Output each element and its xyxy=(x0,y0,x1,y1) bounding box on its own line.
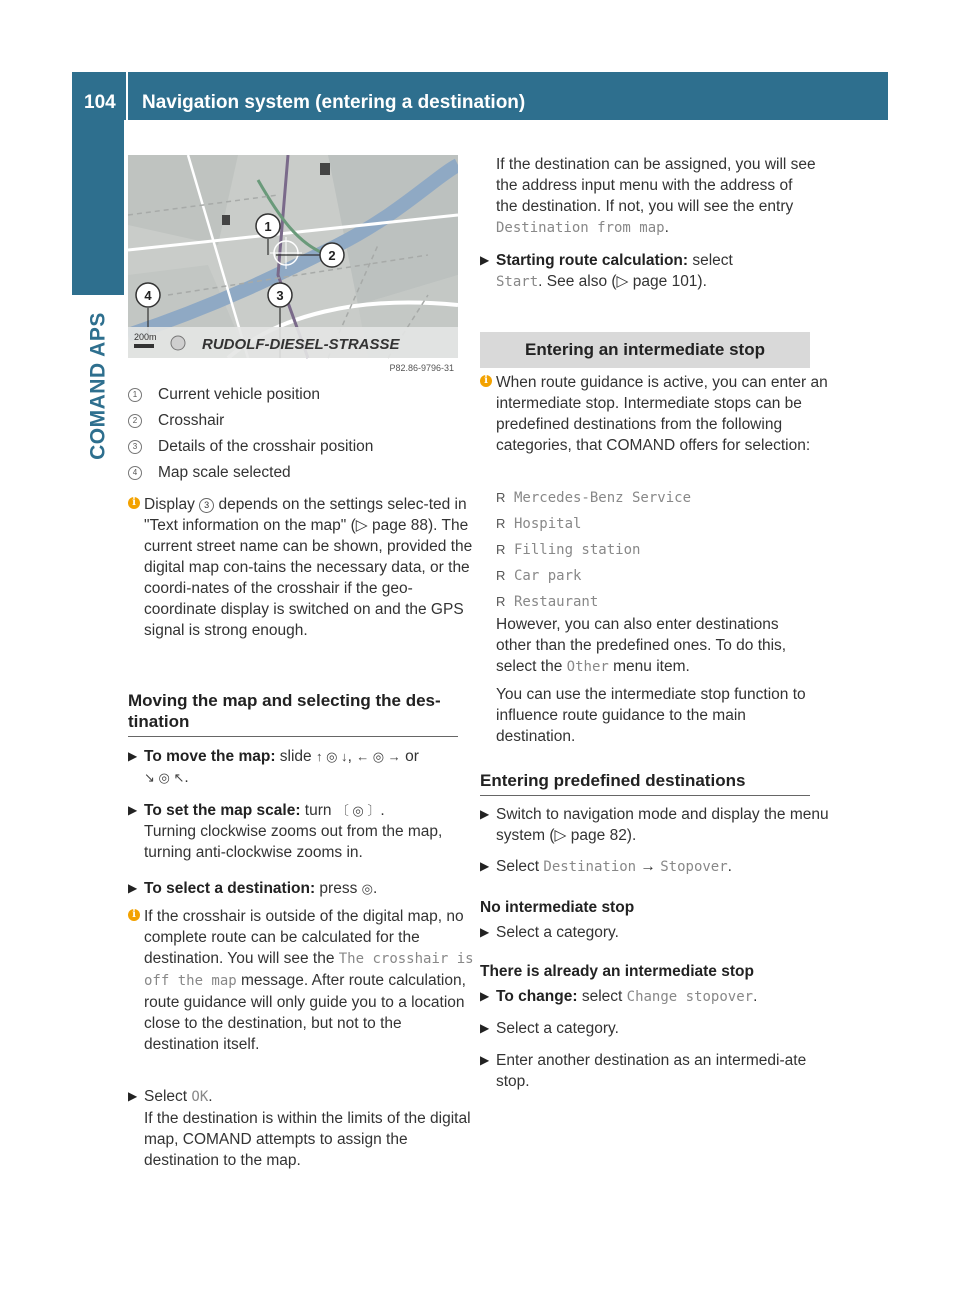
instruction-step xyxy=(480,922,830,943)
step-text: . xyxy=(184,769,189,786)
step-arrow-icon: ▶ xyxy=(480,253,490,267)
step-arrow-icon: ▶ xyxy=(480,925,490,939)
step-label: To set the map scale: xyxy=(144,802,301,819)
section-box-heading: Entering an intermediate stop xyxy=(480,332,810,368)
info-icon: i xyxy=(480,375,492,387)
legend-number: 4 xyxy=(128,466,142,480)
menu-path-arrow: → xyxy=(636,858,661,875)
step-text: select xyxy=(688,252,733,269)
legend-number: 1 xyxy=(128,388,142,402)
page-title: Navigation system (entering a destination) xyxy=(142,92,526,113)
step-text: . xyxy=(753,988,758,1005)
step-text: Select a category. xyxy=(496,1020,619,1037)
legend-text: Map scale selected xyxy=(158,464,291,481)
sub-heading: There is already an intermediate stop xyxy=(480,963,754,980)
callout-3: 3 xyxy=(276,288,284,303)
category-label: Hospital xyxy=(514,516,582,532)
step-label: Starting route calculation: xyxy=(496,252,689,269)
paragraph xyxy=(496,684,816,747)
menu-item-ref: OK xyxy=(191,1089,209,1105)
step-text: press xyxy=(315,880,362,897)
paragraph xyxy=(496,614,816,678)
controller-press-icon: ◎ xyxy=(361,881,373,896)
side-label xyxy=(72,296,124,476)
step-arrow-icon: ▶ xyxy=(480,1053,490,1067)
legend-item xyxy=(128,410,460,431)
info-text: Display xyxy=(144,496,200,513)
step-text: Switch to navigation mode and display the menu system (▷ page 82). xyxy=(496,806,829,844)
step-arrow-icon: ▶ xyxy=(480,859,490,873)
step-arrow-icon: ▶ xyxy=(128,749,138,763)
info-text: When route guidance is active, you can enter an intermediate stop. Intermediate stops can be predefined destinations from the following categories, that COMAND offers for selection: xyxy=(496,374,828,454)
paragraph-text: You can use the intermediate stop function to influence route guidance to the main destination. xyxy=(496,686,806,745)
legend-item xyxy=(128,384,460,405)
page-header xyxy=(72,72,888,120)
legend-item xyxy=(128,462,460,483)
category-label: Mercedes-Benz Service xyxy=(514,490,692,506)
step-note: If the destination is within the limits of the digital map, COMAND attempts to assign the destination to the map. xyxy=(144,1110,471,1169)
display-message: The crosshair is off the map xyxy=(144,951,474,989)
paragraph-text: menu item. xyxy=(608,658,690,675)
step-arrow-icon: ▶ xyxy=(128,803,138,817)
figure-code: P82.86-9796-31 xyxy=(389,363,454,373)
step-note: Turning clockwise zooms out from the map, turning anti-clockwise zooms in. xyxy=(144,823,443,861)
instruction-step xyxy=(128,878,476,899)
info-text: message. After route calculation, route guidance will only guide you to a location close to the destination, but not to the destination itself. xyxy=(144,972,466,1053)
step-text: , xyxy=(347,748,357,765)
callout-ref: 3 xyxy=(199,498,214,513)
step-text: . xyxy=(727,858,732,875)
legend-number: 2 xyxy=(128,414,142,428)
callout-2: 2 xyxy=(328,248,336,263)
step-text: select xyxy=(577,988,627,1005)
section-label: COMAND APS xyxy=(86,312,110,460)
instruction-step xyxy=(128,746,476,788)
section-heading: Moving the map and selecting the des-tination xyxy=(128,690,458,737)
bullet-icon: R xyxy=(496,594,506,609)
instruction-step xyxy=(480,250,830,293)
step-text: . See also (▷ page 101). xyxy=(538,273,707,290)
step-text: Select xyxy=(496,858,544,875)
step-text: turn xyxy=(300,802,336,819)
bullet-icon: R xyxy=(496,568,506,583)
map-image xyxy=(128,155,458,375)
bullet-icon: R xyxy=(496,542,506,557)
step-text: or xyxy=(400,748,419,765)
callout-4: 4 xyxy=(144,288,152,303)
controller-slide-diagonal-icon: ↘ ◎ ↖ xyxy=(144,770,185,785)
info-text: depends on the settings selec-ted in "Text information on the map" (▷ page 88). The current street name can be shown, provided the digital map con-tains the necessary data, or the coordi-nates of the crosshair if the geo-coordinate display is switched on and the GPS signal is strong enough. xyxy=(144,496,473,639)
instruction-step xyxy=(128,1086,476,1171)
info-note xyxy=(128,906,476,1055)
step-text: Select a category. xyxy=(496,924,619,941)
controller-turn-icon: 〔 ◎ 〕 xyxy=(335,803,381,818)
list-item xyxy=(496,563,816,589)
step-text: . xyxy=(208,1088,213,1105)
menu-item-ref: Destination from map xyxy=(496,220,665,236)
step-text: slide xyxy=(275,748,316,765)
instruction-step xyxy=(480,986,830,1008)
menu-item-ref: Destination xyxy=(543,859,637,875)
step-text: Enter another destination as an intermedi-ate stop. xyxy=(496,1052,807,1090)
step-text: . xyxy=(372,880,378,897)
menu-item-ref: Change stopover xyxy=(626,989,754,1005)
map-scale-label: 200m xyxy=(134,332,157,342)
step-arrow-icon: ▶ xyxy=(480,989,490,1003)
page-number: 104 xyxy=(84,92,116,113)
step-label: To change: xyxy=(496,988,578,1005)
section-heading: Entering predefined destinations xyxy=(480,770,810,796)
side-tab xyxy=(72,120,124,295)
map-figure xyxy=(128,155,458,375)
header-divider xyxy=(126,72,128,120)
menu-item-ref: Other xyxy=(566,659,609,675)
instruction-step xyxy=(480,1050,830,1092)
list-item xyxy=(496,511,816,537)
info-icon: i xyxy=(128,909,140,921)
list-item xyxy=(496,485,816,511)
step-label: To move the map: xyxy=(144,748,276,765)
info-note xyxy=(128,494,476,641)
category-label: Restaurant xyxy=(514,594,599,610)
menu-item-ref: Stopover xyxy=(660,859,728,875)
category-label: Car park xyxy=(514,568,582,584)
legend-item xyxy=(128,436,460,457)
step-text: . xyxy=(380,802,385,819)
instruction-step xyxy=(480,804,830,846)
step-arrow-icon: ▶ xyxy=(128,1089,138,1103)
legend-text: Details of the crosshair position xyxy=(158,438,374,455)
category-list xyxy=(496,485,816,615)
controller-slide-horizontal-icon: ← ◎ → xyxy=(356,749,401,764)
step-label: To select a destination: xyxy=(144,880,316,897)
step-text: Select xyxy=(144,1088,192,1105)
paragraph-text: If the destination can be assigned, you will see the address input menu with the address of the destination. If not, you will see the entry xyxy=(496,156,816,215)
list-item xyxy=(496,589,816,615)
step-arrow-icon: ▶ xyxy=(128,881,138,895)
step-arrow-icon: ▶ xyxy=(480,1021,490,1035)
instruction-step xyxy=(128,800,476,863)
sub-heading: No intermediate stop xyxy=(480,899,635,916)
map-street-label: RUDOLF-DIESEL-STRASSE xyxy=(202,336,400,353)
paragraph xyxy=(496,154,816,239)
info-icon: i xyxy=(128,497,140,509)
info-note xyxy=(480,372,830,456)
menu-item-ref: Start xyxy=(496,274,539,290)
bullet-icon: R xyxy=(496,490,506,505)
info-text: If the crosshair is outside of the digital map, no complete route can be calculated for the destination. You will see the xyxy=(144,908,464,967)
legend-text: Crosshair xyxy=(158,412,225,429)
category-label: Filling station xyxy=(514,542,641,558)
paragraph-text: However, you can also enter destinations other than the predefined ones. To do this, select the xyxy=(496,616,787,675)
instruction-step xyxy=(480,856,830,878)
legend-text: Current vehicle position xyxy=(158,386,320,403)
controller-slide-vertical-icon: ↑ ◎ ↓ xyxy=(315,749,348,764)
callout-1: 1 xyxy=(264,219,272,234)
figure-legend xyxy=(128,384,460,488)
paragraph-text: . xyxy=(664,219,669,236)
bullet-icon: R xyxy=(496,516,506,531)
step-arrow-icon: ▶ xyxy=(480,807,490,821)
instruction-step xyxy=(480,1018,830,1039)
list-item xyxy=(496,537,816,563)
legend-number: 3 xyxy=(128,440,142,454)
